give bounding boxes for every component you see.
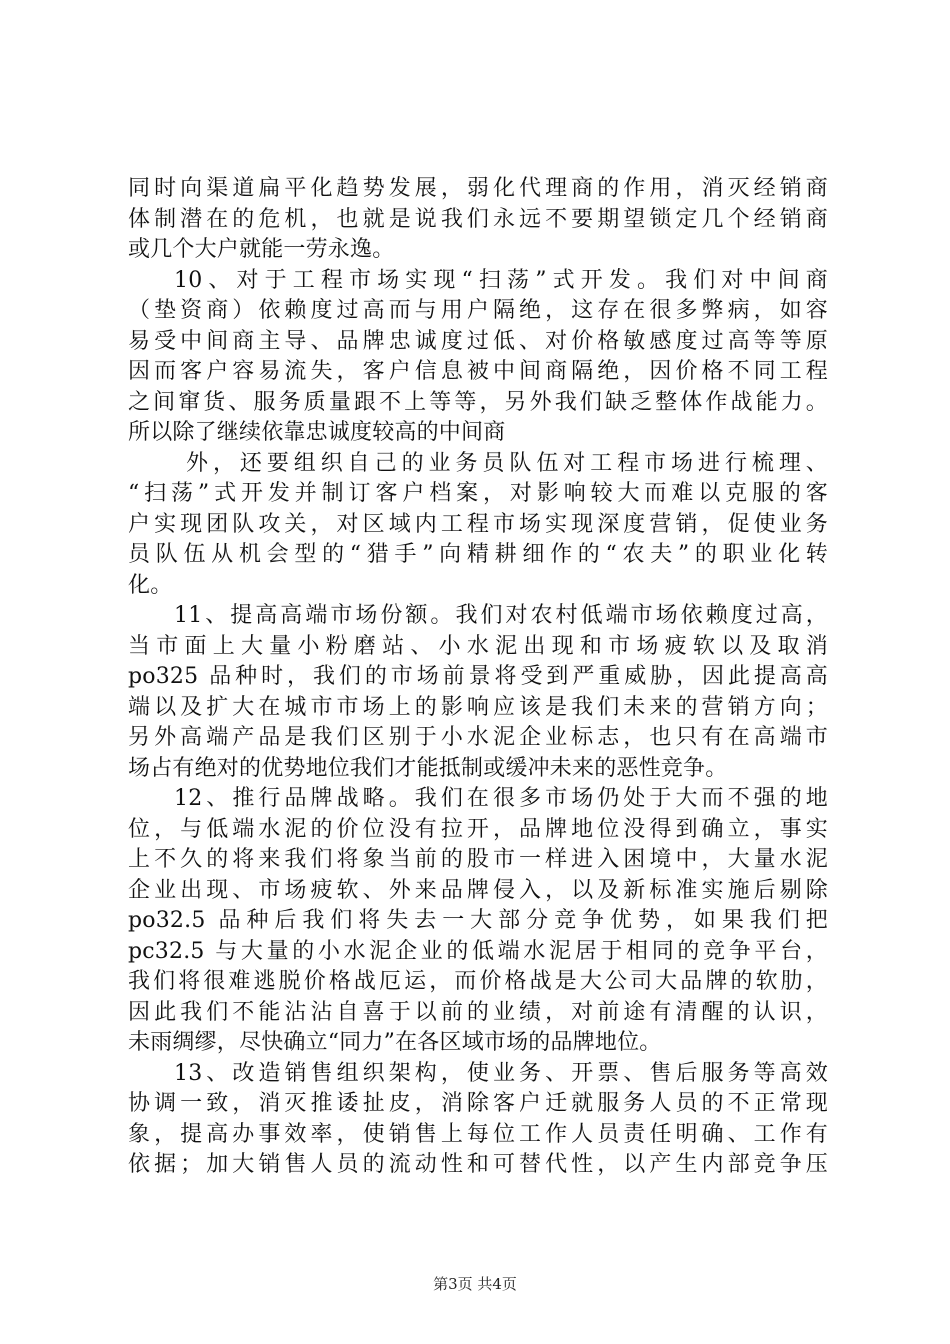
text-line: 因而客户容易流失，客户信息被中间商隔绝，因价格不同工程 xyxy=(128,359,828,384)
text-line: 所以除了继续依靠忠诚度较高的中间商 xyxy=(128,420,506,445)
text-line: 员队伍从机会型的“猎手”向精耕细作的“农夫”的职业化转 xyxy=(128,542,828,567)
text-line: 10、对于工程市场实现“扫荡”式开发。我们对中间商 xyxy=(174,267,828,293)
text-line: 协调一致，消灭推诿扯皮，消除客户迁就服务人员的不正常现 xyxy=(128,1091,828,1116)
text-line: 位，与低端水泥的价位没有拉开，品牌地位没得到确立，事实 xyxy=(128,816,828,842)
page-footer: 第3页 共4页 xyxy=(433,1275,517,1293)
text-line: 12、推行品牌战略。我们在很多市场仍处于大而不强的地 xyxy=(174,786,828,811)
text-line: 依据；加大销售人员的流动性和可替代性，以产生内部竞争压 xyxy=(128,1152,828,1177)
text-line: “扫荡”式开发并制订客户档案，对影响较大而难以克服的客 xyxy=(128,481,828,506)
text-line: 同时向渠道扁平化趋势发展，弱化代理商的作用，消灭经销商 xyxy=(128,176,828,201)
text-line: 化。 xyxy=(128,572,173,598)
text-line: 因此我们不能沾沾自喜于以前的业绩，对前途有清醒的认识， xyxy=(128,999,828,1025)
text-line: 端以及扩大在城市市场上的影响应该是我们未来的营销方向； xyxy=(128,694,828,720)
text-line: pc32.5 与大量的小水泥企业的低端水泥居于相同的竞争平台， xyxy=(128,938,828,964)
text-line: 象，提高办事效率，使销售上每位工作人员责任明确、工作有 xyxy=(128,1121,828,1147)
text-line: 之间窜货、服务质量跟不上等等，另外我们缺乏整体作战能力。 xyxy=(128,389,828,415)
text-line: 未雨绸缪，尽快确立“同力”在各区域市场的品牌地位。 xyxy=(128,1030,662,1055)
text-line: 13、改造销售组织架构，使业务、开票、售后服务等高效 xyxy=(174,1060,828,1086)
text-line: 企业出现、市场疲软、外来品牌侵入，以及新标准实施后剔除 xyxy=(128,877,828,903)
text-line: 场占有绝对的优势地位我们才能抵制或缓冲未来的恶性竞争。 xyxy=(128,755,728,781)
text-line: 上不久的将来我们将象当前的股市一样进入困境中，大量水泥 xyxy=(128,847,828,872)
text-line: 11、提高高端市场份额。我们对农村低端市场依赖度过高， xyxy=(174,603,828,628)
text-line: 我们将很难逃脱价格战厄运，而价格战是大公司大品牌的软肋， xyxy=(128,969,828,994)
text-line: 另外高端产品是我们区别于小水泥企业标志，也只有在高端市 xyxy=(128,725,828,750)
text-line: po32.5 品种后我们将失去一大部分竞争优势，如果我们把 xyxy=(128,908,828,933)
text-line: 体制潜在的危机，也就是说我们永远不要期望锁定几个经销商 xyxy=(128,206,828,232)
text-line: 或几个大户就能一劳永逸。 xyxy=(128,237,395,262)
text-line: 户实现团队攻关，对区域内工程市场实现深度营销，促使业务 xyxy=(128,511,828,537)
text-line: po325 品种时，我们的市场前景将受到严重威胁，因此提高高 xyxy=(128,664,828,689)
text-line: 外，还要组织自己的业务员队伍对工程市场进行梳理、 xyxy=(186,450,828,476)
document-body xyxy=(128,174,828,1181)
text-line: （垫资商）依赖度过高而与用户隔绝，这存在很多弊病，如容 xyxy=(128,298,828,323)
text-line: 当市面上大量小粉磨站、小水泥出现和市场疲软以及取消 xyxy=(128,633,828,659)
text-line: 易受中间商主导、品牌忠诚度过低、对价格敏感度过高等等原 xyxy=(128,328,828,354)
